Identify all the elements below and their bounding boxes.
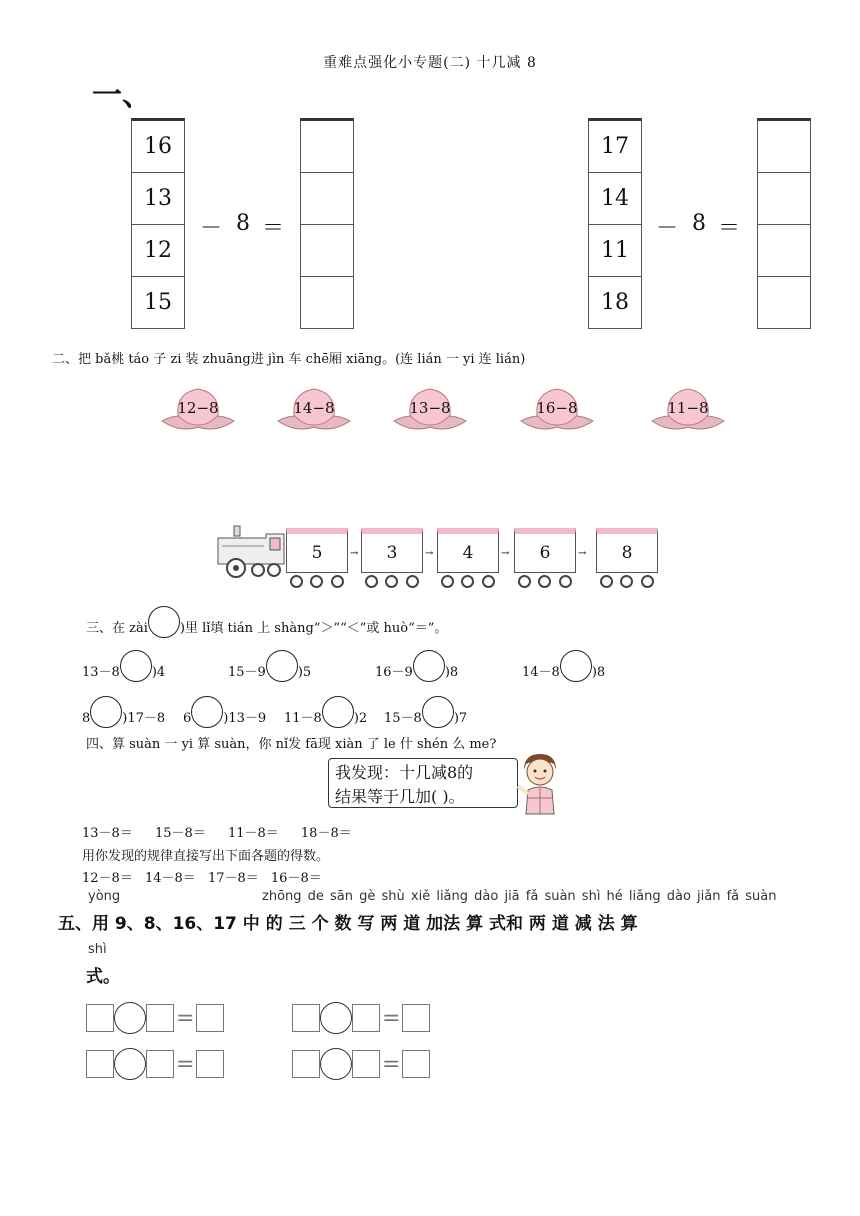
answer-cell[interactable] [758,121,810,173]
left-answer-column [300,118,354,329]
operator-circle[interactable] [320,1048,352,1080]
compare-circle[interactable] [191,696,223,728]
compare-left: 15－8 [384,711,422,726]
pinyin-line: zhōng de sān gè shù xiě liǎng dào jiā fǎ suàn shì hé liǎng dào jiǎn fǎ suàn [262,889,777,904]
subtrahend: 8 [692,211,706,236]
compare-circle[interactable] [120,650,152,682]
wheel-icon [331,575,344,588]
compare-left: 14－8 [522,665,560,680]
section1-label: 一、 [92,78,152,113]
wheel-icon [406,575,419,588]
wheel-icon [538,575,551,588]
train-car-2[interactable] [361,528,423,588]
equation-template [292,1002,430,1034]
number-cell: 13 [132,173,184,225]
section2-instruction: 二、把 bǎ桃 táo 子 zi 装 zhuāng进 jìn 车 chē厢 xiāng。(连 lián 一 yi 连 lián) [52,352,526,367]
peach-label: 16−8 [536,399,578,417]
wheels [596,575,658,588]
operator-circle[interactable] [114,1002,146,1034]
compare-item [375,650,458,682]
compare-circle[interactable] [422,696,454,728]
car-number: 3 [361,528,423,573]
minus-sign: － [200,216,223,241]
right-answer-column [757,118,811,329]
wheel-icon [620,575,633,588]
wheel-icon [518,575,531,588]
compare-left: 8 [82,711,91,726]
peach-label: 12−8 [177,399,219,417]
blank-square[interactable] [86,1050,114,1078]
equals-sign: ＝ [262,216,285,241]
calc-item: 11－8＝ [227,826,279,841]
peach-2[interactable] [276,385,352,439]
compare-item [284,696,367,728]
left-number-column [131,118,185,329]
blank-square[interactable] [86,1004,114,1032]
boy-icon [516,750,564,816]
calc-row-1 [82,822,352,841]
circle-blank [148,606,180,638]
peach-1[interactable] [160,385,236,439]
compare-circle[interactable] [560,650,592,682]
peach-label: 13−8 [409,399,451,417]
coupler-arrow-icon: → [350,548,359,559]
wheel-icon [482,575,495,588]
train-car-3[interactable] [437,528,499,588]
compare-right: )2 [353,711,368,726]
compare-item [228,650,311,682]
blank-square[interactable] [292,1050,320,1078]
answer-cell[interactable] [301,173,353,225]
wheel-icon [461,575,474,588]
number-cell: 11 [589,225,641,277]
peach-4[interactable] [519,385,595,439]
wheel-icon [310,575,323,588]
wheels [286,575,348,588]
rule-instruction: 用你发现的规律直接写出下面各题的得数。 [82,849,330,864]
equals-sign: = [382,1005,401,1031]
compare-right: )17－8 [122,711,166,726]
wheel-icon [441,575,454,588]
peach-label: 11−8 [667,399,709,417]
answer-cell[interactable] [301,121,353,173]
compare-right: )5 [297,665,312,680]
calc-item: 16－8＝ [270,871,322,886]
equals-sign: = [382,1051,401,1077]
equation-template [292,1048,430,1080]
locomotive-icon [214,516,288,582]
car-number: 6 [514,528,576,573]
wheels [361,575,423,588]
blank-square[interactable] [196,1050,224,1078]
number-cell: 12 [132,225,184,277]
page-title: 重难点强化小专题(二) 十几减 8 [323,55,537,71]
compare-item [384,696,467,728]
subtrahend: 8 [236,211,250,236]
equation-template [86,1048,224,1080]
car-number: 4 [437,528,499,573]
section3-instruction [86,606,447,638]
operator-circle[interactable] [114,1048,146,1080]
wheel-icon [641,575,654,588]
number-cell: 16 [132,121,184,173]
operator-circle[interactable] [320,1002,352,1034]
wheel-icon [365,575,378,588]
answer-cell[interactable] [758,225,810,277]
blank-square[interactable] [146,1004,174,1032]
equation-template [86,1002,224,1034]
blank-square[interactable] [146,1050,174,1078]
peach-5[interactable] [650,385,726,439]
section3-intro-a: 三、在 zài [86,621,148,636]
number-cell: 17 [589,121,641,173]
right-number-column [588,118,642,329]
compare-item [82,696,165,728]
coupler-arrow-icon: → [578,548,587,559]
compare-left: 13－8 [82,665,120,680]
answer-cell[interactable] [301,277,353,328]
calc-item: 17－8＝ [207,871,259,886]
compare-item [183,696,266,728]
calc-row-2 [82,867,322,886]
equals-sign: = [176,1005,195,1031]
compare-right: )4 [151,665,166,680]
compare-circle[interactable] [90,696,122,728]
compare-left: 15－9 [228,665,266,680]
section4-instruction: 四、算 suàn 一 yi 算 suàn，你 nǐ发 fā现 xiàn 了 le 什 shén 么 me? [86,737,497,752]
pinyin-yong: yòng [88,889,121,904]
speech-bubble [328,758,518,808]
compare-right: )13－9 [223,711,267,726]
blank-square[interactable] [352,1004,380,1032]
calc-item: 18－8＝ [300,826,352,841]
bubble-line: 我发现：十几减8的 [335,763,474,782]
blank-square[interactable] [402,1004,430,1032]
wheel-icon [559,575,572,588]
section5-instruction: 五、用 9、8、16、17 中 的 三 个 数 写 两 道 加法 算 式和 两 道 减 法 算 [58,914,638,934]
compare-circle[interactable] [413,650,445,682]
car-number: 8 [596,528,658,573]
answer-cell[interactable] [758,277,810,328]
answer-cell[interactable] [758,173,810,225]
compare-circle[interactable] [266,650,298,682]
compare-right: )8 [591,665,606,680]
calc-item: 14－8＝ [144,871,196,886]
wheel-icon [385,575,398,588]
number-cell: 15 [144,290,172,315]
peach-3[interactable] [392,385,468,439]
compare-left: 16－9 [375,665,413,680]
wheel-icon [600,575,613,588]
compare-right: )7 [453,711,468,726]
answer-cell[interactable] [301,225,353,277]
wheels [514,575,576,588]
calc-item: 12－8＝ [82,871,133,886]
equals-sign: = [176,1051,195,1077]
section3-intro-b: )里 lǐ填 tián 上 shàng“＞”“＜”或 huò“＝”。 [179,621,448,636]
pinyin-shi: shì [88,942,107,957]
number-cell: 18 [601,290,629,315]
equals-sign: ＝ [718,216,741,241]
section5-instruction-end: 式。 [86,967,120,987]
compare-right: )8 [444,665,459,680]
blank-square[interactable] [196,1004,224,1032]
train-car-4[interactable] [514,528,576,588]
wheel-icon [290,575,303,588]
bubble-line: 结果等于几加( )。 [335,787,465,806]
calc-item: 13－8＝ [82,826,133,841]
blank-square[interactable] [402,1050,430,1078]
coupler-arrow-icon: → [501,548,510,559]
compare-left: 11－8 [284,711,322,726]
blank-square[interactable] [292,1004,320,1032]
compare-left: 6 [183,711,192,726]
minus-sign: － [656,216,679,241]
compare-item [82,650,165,682]
blank-square[interactable] [352,1050,380,1078]
train-car-1[interactable] [286,528,348,588]
car-number: 5 [286,528,348,573]
compare-circle[interactable] [322,696,354,728]
compare-item [522,650,605,682]
train-car-5[interactable] [596,528,658,588]
number-cell: 14 [589,173,641,225]
peach-label: 14−8 [293,399,335,417]
calc-item: 15－8＝ [154,826,206,841]
coupler-arrow-icon: → [425,548,434,559]
wheels [437,575,499,588]
